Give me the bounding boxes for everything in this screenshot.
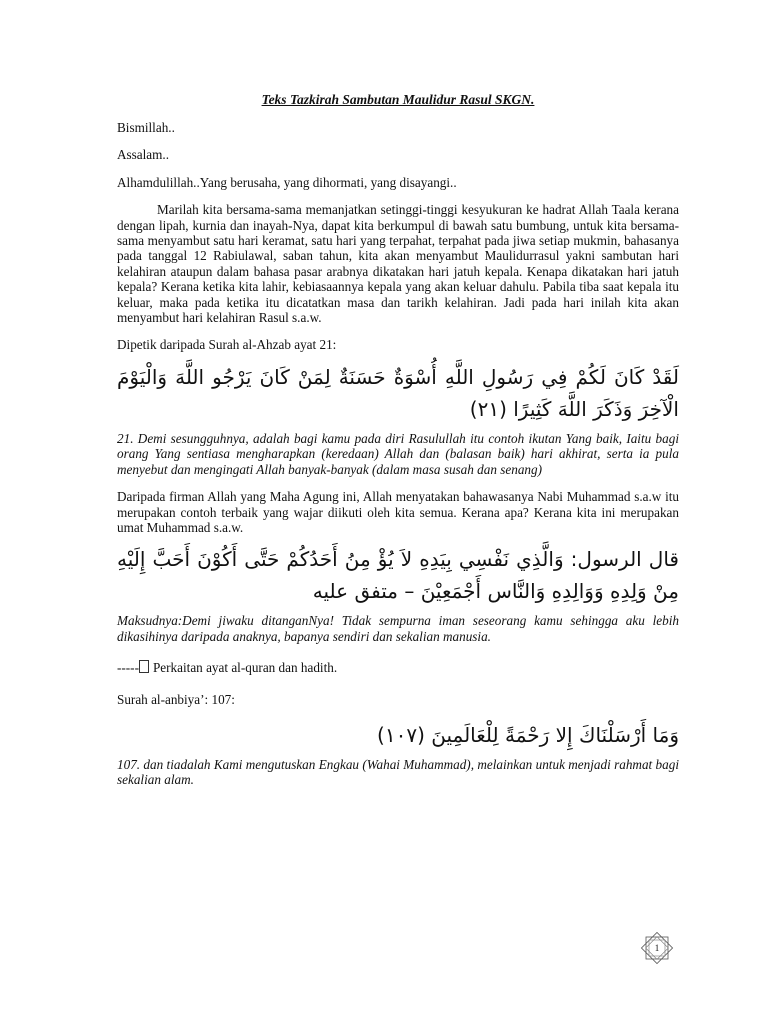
arrow-box-icon: [139, 660, 149, 673]
hadith-translation: Maksudnya:Demi jiwaku ditanganNya! Tidak sempurna iman seseorang kamu sehingga aku lebih dikasihinya daripada anaknya, bapanya sendiri dan sekalian manusia.: [117, 613, 679, 644]
greeting-bismillah: Bismillah..: [117, 120, 175, 135]
hadith-arabic: قال الرسول: وَالَّذِي نَفْسِي بِيَدِهِ لاَ يُؤْ مِنُ أَحَدُكُمْ حَتَّى أَكُوْنَ أَحَبَّ إِلَيْهِ مِنْ وَلِدِهِ وَوَالِدِهِ وَالنَّاس أَجْمَعِيْنَ – متفق عليه: [117, 547, 679, 604]
page-number: 1: [654, 943, 660, 953]
document-title: Teks Tazkirah Sambutan Maulidur Rasul SKGN.: [261, 92, 535, 107]
anbiya-intro: Surah al-anbiya’: 107:: [117, 691, 235, 707]
document-body: [117, 92, 679, 788]
ahzab-arabic-verse: لَقَدْ كَانَ لَكُمْ فِي رَسُولِ اللَّهِ أُسْوَةٌ حَسَنَةٌ لِمَنْ كَانَ يَرْجُو اللَّهَ وَالْيَوْمَ الْآخِرَ وَذَكَرَ اللَّهَ كَثِيرًا (٢١): [117, 364, 679, 421]
page-number-ornament: [638, 929, 676, 967]
relation-line: [117, 660, 679, 675]
ahzab-translation: 21. Demi sesungguhnya, adalah bagi kamu pada diri Rasulullah itu contoh ikutan Yang baik, Iaitu bagi orang Yang sentiasa mengharapkan (keredaan) Allah dan (balasan baik) hari akhirat, serta ia pula menyebut dan mengingati Allah banyak-banyak (dalam masa susah dan senang): [117, 430, 679, 477]
anbiya-translation: 107. dan tiadalah Kami mengutuskan Engkau (Wahai Muhammad), melainkan untuk menjadi rahmat bagi sekalian alam.: [117, 756, 679, 788]
intro-paragraph: Marilah kita bersama-sama memanjatkan setinggi-tinggi kesyukuran ke hadrat Allah Taala kerana dengan lipah, kurnia dan inayah-Nya, dapat kita berkumpul di bawah satu bumbung, untuk kita bersama-sama menyambut satu hari keramat, satu hari yang terpahat, terpahat pada jiwa setiap mukmin, bahasanya pada tanggal 12 Rabiulawal, saban tahun, kita akan menyambut Maulidurrasul yakni sambutan hari kelahiran ataupun dalam bahasa pasar arabnya dikatakan hari jatuh kepala. Kenapa dikatakan hari jatuh kepala? Kerana ketika kita lahir, kebiasaannya kepala yang akan keluar dahulu. Pabila tiba saat kepala itu keluar, maka pada ketika itu dicatatkan masa dan tarikh kelahiran. Jadi pada hari inilah kita akan menyambut hari kelahiran Rasul s.a.w.: [117, 202, 679, 326]
anbiya-arabic-verse: وَمَا أَرْسَلْنَاكَ إِلا رَحْمَةً لِلْعَالَمِينَ (١٠٧): [377, 722, 679, 747]
ahzab-intro: Dipetik daripada Surah al-Ahzab ayat 21:: [117, 337, 337, 353]
firman-paragraph: Daripada firman Allah yang Maha Agung ini, Allah menyatakan bahawasanya Nabi Muhammad s.a.w itu merupakan contoh terbaik yang wajar diikuti oleh kita semua. Kerana apa? Kerana kita ini merupakan umat Muhammad s.a.w.: [117, 489, 679, 535]
relation-prefix: -----: [117, 660, 139, 676]
relation-text: Perkaitan ayat al-quran dan hadith.: [152, 660, 338, 676]
greeting-alhamdulillah: Alhamdulillah..Yang berusaha, yang dihormati, yang disayangi..: [117, 174, 457, 190]
greeting-assalam: Assalam..: [117, 147, 170, 163]
